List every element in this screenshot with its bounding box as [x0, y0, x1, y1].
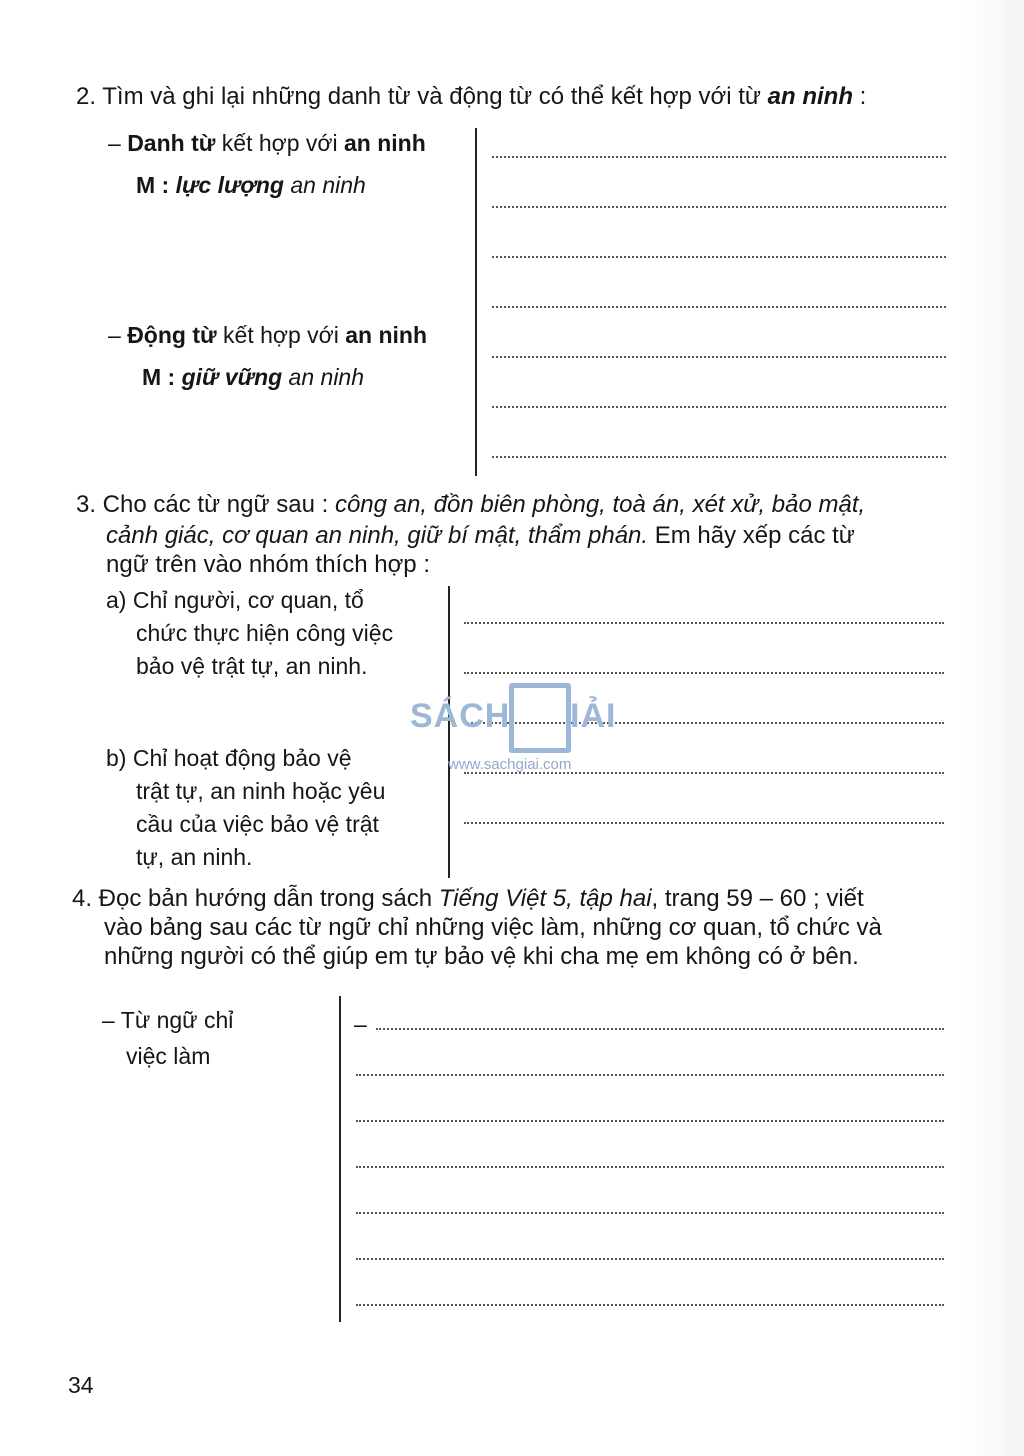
noun-mid: kết hợp với: [215, 130, 345, 156]
answer-line[interactable]: [464, 622, 944, 624]
answer-line[interactable]: [492, 256, 946, 258]
q3-stem-line3: ngữ trên vào nhóm thích hợp :: [106, 551, 430, 578]
q2-stem-colon: :: [853, 83, 867, 110]
answer-line[interactable]: [492, 406, 946, 408]
answer-line[interactable]: [356, 1074, 944, 1076]
q4-stem-line3: những người có thể giúp em tự bảo vệ khi cha mẹ em không có ở bên.: [104, 943, 859, 970]
watermark-logo-icon: [509, 683, 571, 753]
q3-b-line: cầu của việc bảo vệ trật: [136, 811, 379, 837]
page-edge-shadow: [964, 0, 1024, 1456]
q4-first-dash: –: [354, 1011, 367, 1037]
q4-stem-line2: vào bảng sau các từ ngữ chỉ những việc làm, những cơ quan, tổ chức và: [104, 914, 882, 941]
q3-a-line: bảo vệ trật tự, an ninh.: [136, 653, 368, 679]
example-marker: M :: [142, 364, 182, 390]
q2-stem-keyword: an ninh: [767, 83, 853, 110]
q3-stem-line1: [76, 490, 865, 520]
q3-intro: 3. Cho các từ ngữ sau :: [76, 491, 335, 518]
answer-line[interactable]: [492, 356, 946, 358]
q4-pages: , trang 59 – 60 ; viết: [651, 885, 864, 912]
example-rest: an ninh: [283, 172, 366, 198]
verb-heading: Động từ: [127, 322, 217, 348]
q2-stem: [76, 82, 866, 112]
example-bold: giữ vững: [181, 364, 283, 390]
noun-tail: an ninh: [344, 130, 426, 156]
q3-b-line: tự, an ninh.: [136, 844, 253, 870]
q3-instruction: Em hãy xếp các từ: [648, 522, 855, 549]
watermark-url: www.sachgiai.com: [448, 756, 572, 773]
verb-mid: kết hợp với: [216, 322, 346, 348]
answer-line[interactable]: [356, 1258, 944, 1260]
answer-line[interactable]: [492, 206, 946, 208]
answer-line[interactable]: [356, 1212, 944, 1214]
watermark-text-left: SÁCH: [410, 697, 511, 735]
q2-noun-label: [108, 130, 426, 157]
q3-words-2: cảnh giác, cơ quan an ninh, giữ bí mật, thẩm phán.: [106, 522, 649, 549]
watermark-text-right: IẢI: [570, 697, 617, 735]
q4-book-title: Tiếng Việt 5, tập hai: [438, 885, 652, 912]
q4-label-line: việc làm: [126, 1043, 211, 1069]
answer-line[interactable]: [464, 822, 944, 824]
example-marker: M :: [136, 172, 176, 198]
q2-noun-example: [136, 172, 366, 199]
q3-b-line: trật tự, an ninh hoặc yêu: [136, 778, 386, 804]
q2-verb-label: [108, 322, 427, 349]
page-number: 34: [68, 1372, 94, 1398]
answer-line[interactable]: [356, 1120, 944, 1122]
example-bold: lực lượng: [175, 172, 284, 198]
q3-words-1: công an, đồn biên phòng, toà án, xét xử, bảo mật,: [334, 491, 866, 518]
dash: –: [108, 130, 128, 156]
example-rest: an ninh: [282, 364, 365, 390]
answer-line[interactable]: [492, 456, 946, 458]
answer-line[interactable]: [492, 156, 946, 158]
answer-line[interactable]: [492, 306, 946, 308]
verb-tail: an ninh: [345, 322, 428, 348]
answer-line[interactable]: [356, 1166, 944, 1168]
answer-line[interactable]: [356, 1304, 944, 1306]
answer-line[interactable]: [464, 672, 944, 674]
noun-heading: Danh từ: [127, 130, 216, 156]
q3-a-line: a) Chỉ người, cơ quan, tổ: [106, 587, 364, 613]
q4-stem-line1: [72, 884, 864, 914]
q3-stem-line2: [106, 521, 855, 551]
q2-divider: [475, 128, 477, 476]
dash: –: [108, 322, 128, 348]
q2-stem-text: 2. Tìm và ghi lại những danh từ và động từ có thể kết hợp với từ: [76, 83, 768, 110]
q4-intro: 4. Đọc bản hướng dẫn trong sách: [72, 885, 439, 912]
q3-a-line: chức thực hiện công việc: [136, 620, 394, 646]
q3-b-line: b) Chỉ hoạt động bảo vệ: [106, 745, 352, 771]
q4-label-line: – Từ ngữ chỉ: [102, 1007, 234, 1033]
q4-divider: [339, 996, 341, 1322]
answer-line[interactable]: [376, 1028, 944, 1030]
q2-verb-example: [142, 364, 364, 391]
